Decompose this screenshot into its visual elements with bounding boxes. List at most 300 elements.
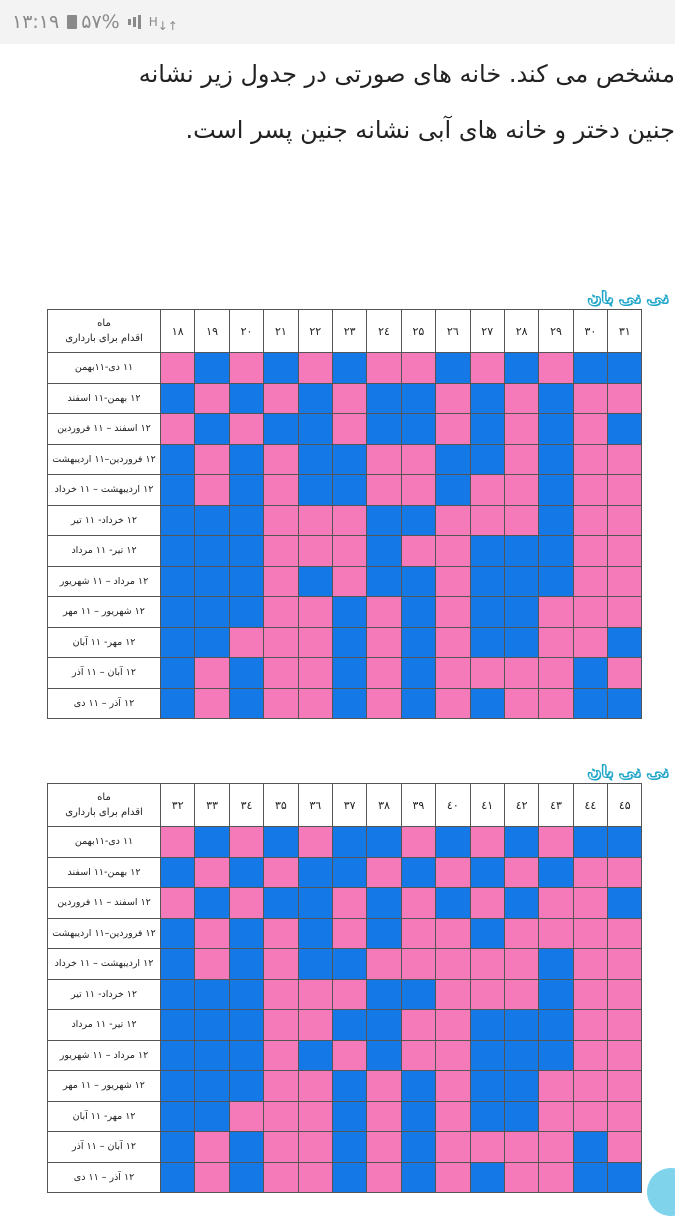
girl-cell: [401, 888, 435, 919]
boy-cell: [195, 536, 229, 567]
intro-line-1: مشخص می کند. خانه های صورتی در جدول زیر نشانه: [138, 60, 675, 88]
girl-cell: [504, 688, 538, 719]
age-column-header: ۱۸: [161, 310, 195, 353]
boy-cell: [161, 536, 195, 567]
boy-cell: [608, 827, 642, 858]
girl-cell: [229, 1101, 263, 1132]
month-row: [48, 1010, 642, 1041]
girl-cell: [332, 414, 366, 445]
girl-cell: [195, 949, 229, 980]
boy-cell: [161, 1040, 195, 1071]
age-column-header: ۱۹: [195, 310, 229, 353]
month-row: [48, 627, 642, 658]
month-row: [48, 688, 642, 719]
boy-cell: [332, 1132, 366, 1163]
girl-cell: [539, 888, 573, 919]
girl-cell: [504, 918, 538, 949]
boy-cell: [229, 1132, 263, 1163]
month-row: [48, 597, 642, 628]
girl-cell: [264, 857, 298, 888]
girl-cell: [264, 475, 298, 506]
boy-cell: [161, 566, 195, 597]
girl-cell: [367, 857, 401, 888]
girl-cell: [195, 658, 229, 689]
girl-cell: [470, 1132, 504, 1163]
girl-cell: [573, 627, 607, 658]
intro-text: [0, 44, 675, 158]
boy-cell: [195, 505, 229, 536]
month-range-label: ۱۲ بهمن-۱۱ اسفند: [48, 383, 161, 414]
boy-cell: [161, 688, 195, 719]
month-range-label: ۱۲ خرداد- ۱۱ تیر: [48, 505, 161, 536]
boy-cell: [367, 536, 401, 567]
girl-cell: [608, 658, 642, 689]
girl-cell: [470, 949, 504, 980]
boy-cell: [298, 918, 332, 949]
boy-cell: [264, 888, 298, 919]
age-column-header: ۲۷: [470, 310, 504, 353]
girl-cell: [608, 1071, 642, 1102]
boy-cell: [332, 688, 366, 719]
boy-cell: [504, 536, 538, 567]
month-row: [48, 827, 642, 858]
boy-cell: [161, 475, 195, 506]
boy-cell: [229, 536, 263, 567]
status-bar: [0, 0, 675, 44]
boy-cell: [161, 1132, 195, 1163]
boy-cell: [470, 414, 504, 445]
boy-cell: [539, 979, 573, 1010]
girl-cell: [436, 1071, 470, 1102]
girl-cell: [367, 444, 401, 475]
boy-cell: [401, 627, 435, 658]
girl-cell: [367, 597, 401, 628]
girl-cell: [608, 949, 642, 980]
boy-cell: [539, 857, 573, 888]
boy-cell: [195, 888, 229, 919]
boy-cell: [470, 1010, 504, 1041]
girl-cell: [573, 536, 607, 567]
boy-cell: [573, 688, 607, 719]
age-column-header: ۳٤: [229, 784, 263, 827]
month-row: [48, 1101, 642, 1132]
girl-cell: [573, 383, 607, 414]
boy-cell: [539, 949, 573, 980]
boy-cell: [161, 383, 195, 414]
girl-cell: [436, 949, 470, 980]
age-column-header: ۲۰: [229, 310, 263, 353]
girl-cell: [436, 505, 470, 536]
boy-cell: [504, 627, 538, 658]
girl-cell: [195, 918, 229, 949]
girl-cell: [470, 658, 504, 689]
boy-cell: [195, 353, 229, 384]
month-row: [48, 1132, 642, 1163]
boy-cell: [608, 888, 642, 919]
girl-cell: [367, 475, 401, 506]
boy-cell: [195, 979, 229, 1010]
boy-cell: [436, 827, 470, 858]
boy-cell: [401, 505, 435, 536]
girl-cell: [470, 505, 504, 536]
girl-cell: [573, 918, 607, 949]
boy-cell: [161, 918, 195, 949]
boy-cell: [161, 597, 195, 628]
girl-cell: [401, 949, 435, 980]
month-row: [48, 658, 642, 689]
boy-cell: [332, 1101, 366, 1132]
girl-cell: [470, 475, 504, 506]
battery-icon: [67, 15, 77, 29]
girl-cell: [436, 627, 470, 658]
boy-cell: [195, 414, 229, 445]
boy-cell: [470, 627, 504, 658]
girl-cell: [264, 444, 298, 475]
girl-cell: [298, 1010, 332, 1041]
boy-cell: [332, 475, 366, 506]
girl-cell: [367, 1101, 401, 1132]
boy-cell: [298, 857, 332, 888]
month-row: [48, 475, 642, 506]
month-range-label: ۱۲ آبان – ۱۱ آذر: [48, 658, 161, 689]
girl-cell: [298, 1132, 332, 1163]
boy-cell: [608, 353, 642, 384]
boy-cell: [195, 1040, 229, 1071]
boy-cell: [367, 827, 401, 858]
boy-cell: [401, 566, 435, 597]
age-column-header: ٤۵: [608, 784, 642, 827]
boy-cell: [264, 353, 298, 384]
girl-cell: [195, 475, 229, 506]
boy-cell: [573, 658, 607, 689]
girl-cell: [367, 688, 401, 719]
boy-cell: [229, 949, 263, 980]
girl-cell: [367, 353, 401, 384]
girl-cell: [298, 658, 332, 689]
boy-cell: [161, 979, 195, 1010]
month-row: [48, 888, 642, 919]
boy-cell: [332, 1071, 366, 1102]
girl-cell: [539, 918, 573, 949]
girl-cell: [608, 857, 642, 888]
girl-cell: [573, 1010, 607, 1041]
girl-cell: [298, 1071, 332, 1102]
age-column-header: ۲۲: [298, 310, 332, 353]
girl-cell: [608, 1010, 642, 1041]
boy-cell: [539, 536, 573, 567]
girl-cell: [539, 627, 573, 658]
boy-cell: [401, 658, 435, 689]
boy-cell: [504, 888, 538, 919]
girl-cell: [573, 979, 607, 1010]
boy-cell: [229, 597, 263, 628]
girl-cell: [367, 1132, 401, 1163]
girl-cell: [608, 1040, 642, 1071]
age-column-header: ٤٤: [573, 784, 607, 827]
girl-cell: [229, 627, 263, 658]
girl-cell: [229, 414, 263, 445]
girl-cell: [264, 627, 298, 658]
month-range-label: ۱۲ اسفند – ۱۱ فروردین: [48, 888, 161, 919]
boy-cell: [298, 1040, 332, 1071]
girl-cell: [195, 444, 229, 475]
girl-cell: [264, 1071, 298, 1102]
girl-cell: [504, 979, 538, 1010]
month-row: [48, 383, 642, 414]
girl-cell: [332, 888, 366, 919]
girl-cell: [504, 857, 538, 888]
girl-cell: [401, 827, 435, 858]
girl-cell: [436, 1010, 470, 1041]
network-type-icon: H ↓↑: [148, 14, 178, 33]
boy-cell: [539, 1040, 573, 1071]
month-row: [48, 1162, 642, 1193]
girl-cell: [264, 1040, 298, 1071]
girl-cell: [195, 383, 229, 414]
girl-cell: [161, 414, 195, 445]
girl-cell: [539, 658, 573, 689]
girl-cell: [195, 1162, 229, 1193]
boy-cell: [401, 414, 435, 445]
boy-cell: [161, 949, 195, 980]
boy-cell: [367, 383, 401, 414]
girl-cell: [298, 353, 332, 384]
battery-indicator: [67, 11, 119, 33]
boy-cell: [573, 1162, 607, 1193]
boy-cell: [195, 597, 229, 628]
boy-cell: [229, 475, 263, 506]
girl-cell: [573, 597, 607, 628]
girl-cell: [504, 658, 538, 689]
month-range-label: ۱۲ آذر – ۱۱ دی: [48, 688, 161, 719]
girl-cell: [608, 918, 642, 949]
month-range-label: ۱۲ مهر- ۱۱ آبان: [48, 627, 161, 658]
boy-cell: [161, 1010, 195, 1041]
boy-cell: [229, 1010, 263, 1041]
girl-cell: [264, 688, 298, 719]
girl-cell: [504, 475, 538, 506]
girl-cell: [539, 688, 573, 719]
battery-level: ۵۷%: [81, 11, 120, 33]
age-column-header: ٤۳: [539, 784, 573, 827]
boy-cell: [229, 979, 263, 1010]
girl-cell: [608, 566, 642, 597]
boy-cell: [436, 888, 470, 919]
girl-cell: [264, 1132, 298, 1163]
girl-cell: [539, 1101, 573, 1132]
month-row: [48, 1040, 642, 1071]
girl-cell: [264, 1162, 298, 1193]
boy-cell: [298, 414, 332, 445]
girl-cell: [401, 536, 435, 567]
gender-chart-2: [0, 762, 675, 1202]
girl-cell: [332, 536, 366, 567]
girl-cell: [332, 1040, 366, 1071]
girl-cell: [436, 566, 470, 597]
corner-month-label: ماه: [97, 792, 111, 803]
boy-cell: [608, 1162, 642, 1193]
boy-cell: [367, 918, 401, 949]
girl-cell: [573, 414, 607, 445]
gender-chart-1: [0, 288, 675, 728]
girl-cell: [332, 505, 366, 536]
girl-cell: [573, 444, 607, 475]
boy-cell: [229, 918, 263, 949]
month-range-label: ۱۲ بهمن-۱۱ اسفند: [48, 857, 161, 888]
boy-cell: [367, 566, 401, 597]
boy-cell: [229, 688, 263, 719]
girl-cell: [264, 949, 298, 980]
boy-cell: [229, 1162, 263, 1193]
boy-cell: [470, 1162, 504, 1193]
girl-cell: [436, 1162, 470, 1193]
girl-cell: [401, 918, 435, 949]
girl-cell: [264, 566, 298, 597]
boy-cell: [229, 1040, 263, 1071]
boy-cell: [195, 1010, 229, 1041]
corner-action-label: اقدام برای بارداری: [65, 807, 143, 818]
boy-cell: [470, 566, 504, 597]
girl-cell: [298, 979, 332, 1010]
boy-cell: [608, 688, 642, 719]
month-range-label: ۱۲ شهریور – ۱۱ مهر: [48, 1071, 161, 1102]
boy-cell: [298, 566, 332, 597]
girl-cell: [470, 888, 504, 919]
girl-cell: [539, 1071, 573, 1102]
girl-cell: [504, 949, 538, 980]
girl-cell: [436, 688, 470, 719]
boy-cell: [401, 688, 435, 719]
girl-cell: [367, 658, 401, 689]
month-row: [48, 536, 642, 567]
month-row: [48, 444, 642, 475]
boy-cell: [229, 383, 263, 414]
boy-cell: [504, 1071, 538, 1102]
boy-cell: [470, 536, 504, 567]
corner-month-label: ماه: [97, 318, 111, 329]
girl-cell: [264, 597, 298, 628]
month-range-label: ۱۲ اردیبهشت – ۱۱ خرداد: [48, 949, 161, 980]
age-column-header: ۲٦: [436, 310, 470, 353]
boy-cell: [298, 475, 332, 506]
girl-cell: [332, 566, 366, 597]
month-row: [48, 566, 642, 597]
corner-header: [48, 784, 161, 827]
boy-cell: [608, 627, 642, 658]
corner-action-label: اقدام برای بارداری: [65, 333, 143, 344]
girl-cell: [436, 658, 470, 689]
boy-cell: [470, 1040, 504, 1071]
boy-cell: [161, 1162, 195, 1193]
girl-cell: [573, 888, 607, 919]
girl-cell: [608, 536, 642, 567]
girl-cell: [436, 414, 470, 445]
age-column-header: ۲۱: [264, 310, 298, 353]
girl-cell: [264, 383, 298, 414]
age-column-header: ۳۱: [608, 310, 642, 353]
girl-cell: [573, 1071, 607, 1102]
boy-cell: [470, 383, 504, 414]
girl-cell: [161, 827, 195, 858]
girl-cell: [401, 353, 435, 384]
month-range-label: ۱۲ خرداد- ۱۱ تیر: [48, 979, 161, 1010]
girl-cell: [298, 505, 332, 536]
boy-cell: [332, 1162, 366, 1193]
boy-cell: [539, 1010, 573, 1041]
girl-cell: [161, 888, 195, 919]
boy-cell: [436, 475, 470, 506]
girl-cell: [195, 857, 229, 888]
boy-cell: [229, 566, 263, 597]
girl-cell: [436, 1132, 470, 1163]
girl-cell: [608, 979, 642, 1010]
girl-cell: [436, 1040, 470, 1071]
girl-cell: [161, 353, 195, 384]
boy-cell: [401, 1162, 435, 1193]
girl-cell: [573, 1040, 607, 1071]
intro-line-2: جنین دختر و خانه های آبی نشانه جنین پسر است.: [185, 116, 675, 144]
boy-cell: [195, 566, 229, 597]
boy-cell: [264, 414, 298, 445]
boy-cell: [332, 827, 366, 858]
girl-cell: [229, 353, 263, 384]
girl-cell: [229, 888, 263, 919]
boy-cell: [195, 1071, 229, 1102]
girl-cell: [539, 597, 573, 628]
boy-cell: [332, 353, 366, 384]
girl-cell: [298, 1162, 332, 1193]
girl-cell: [573, 949, 607, 980]
boy-cell: [504, 1040, 538, 1071]
girl-cell: [608, 597, 642, 628]
boy-cell: [332, 857, 366, 888]
age-column-header: ۳۷: [332, 784, 366, 827]
month-row: [48, 414, 642, 445]
boy-cell: [401, 597, 435, 628]
age-column-header: ٤۲: [504, 784, 538, 827]
ninibaan-logo: نی نی بان: [587, 288, 669, 307]
age-column-header: ۳۲: [161, 784, 195, 827]
girl-cell: [504, 1162, 538, 1193]
girl-cell: [504, 383, 538, 414]
girl-cell: [436, 597, 470, 628]
girl-cell: [264, 505, 298, 536]
girl-cell: [539, 1132, 573, 1163]
boy-cell: [401, 979, 435, 1010]
boy-cell: [504, 597, 538, 628]
girl-cell: [573, 857, 607, 888]
month-range-label: ۱۲ مرداد – ۱۱ شهریور: [48, 1040, 161, 1071]
boy-cell: [161, 1071, 195, 1102]
boy-cell: [470, 857, 504, 888]
month-row: [48, 353, 642, 384]
boy-cell: [539, 505, 573, 536]
girl-cell: [367, 1071, 401, 1102]
age-column-header: ۲٤: [367, 310, 401, 353]
girl-cell: [608, 1101, 642, 1132]
month-range-label: ۱۲ مهر- ۱۱ آبان: [48, 1101, 161, 1132]
girl-cell: [573, 566, 607, 597]
status-time: ۱۳:۱۹: [12, 11, 60, 33]
boy-cell: [436, 444, 470, 475]
boy-cell: [367, 979, 401, 1010]
girl-cell: [298, 597, 332, 628]
girl-cell: [264, 1010, 298, 1041]
girl-cell: [573, 505, 607, 536]
boy-cell: [504, 566, 538, 597]
month-range-label: ۱۲ فروردین–۱۱ اردیبهشت: [48, 444, 161, 475]
age-column-header: ۳۵: [264, 784, 298, 827]
